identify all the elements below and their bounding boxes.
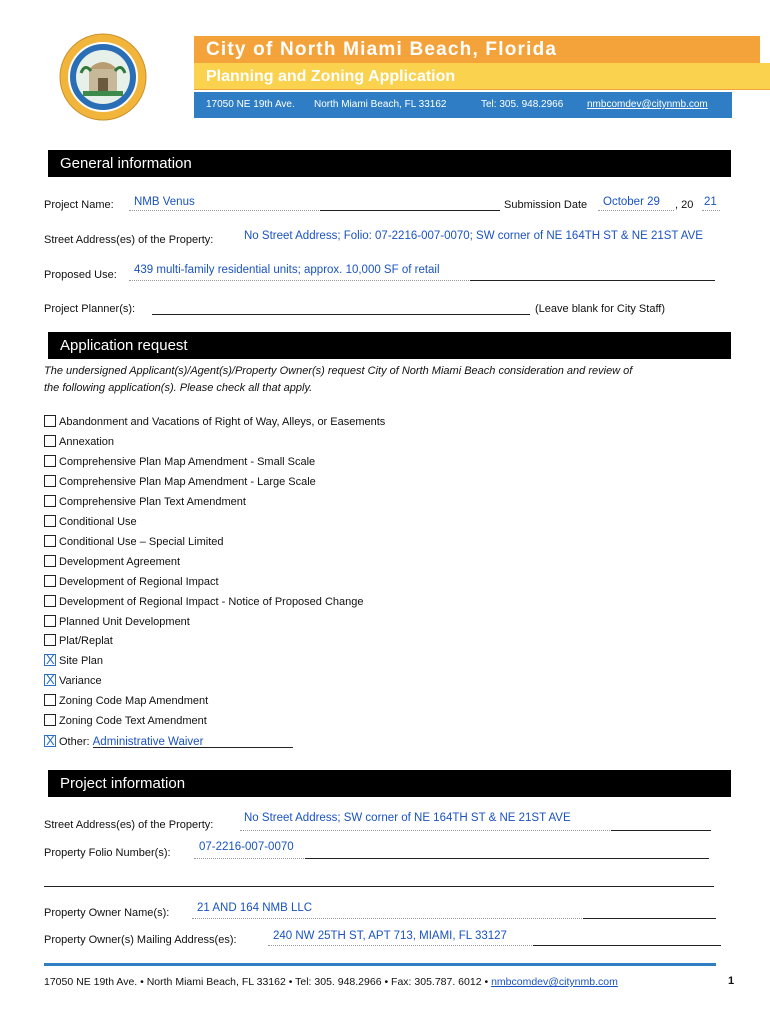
- option-annexation[interactable]: [44, 434, 114, 450]
- other-field-wrapper: [93, 734, 293, 750]
- option-label: Comprehensive Plan Text Amendment: [59, 495, 246, 508]
- option-variance[interactable]: [44, 673, 102, 689]
- project-street-label: Street Address(es) of the Property:: [44, 819, 214, 831]
- project-name-label: Project Name:: [44, 199, 114, 211]
- checkbox-development-of-regional-impact[interactable]: [44, 575, 56, 587]
- option-development-of-regional-impact[interactable]: [44, 574, 219, 590]
- option-label: Zoning Code Map Amendment: [59, 695, 209, 708]
- project-street-field[interactable]: No Street Address; SW corner of NE 164TH ST & NE 21ST AVE: [244, 812, 571, 824]
- checkmark-x-icon: X: [46, 733, 55, 748]
- project-name-field-line: [129, 210, 319, 211]
- header-title: City of North Miami Beach, Florida: [194, 36, 760, 63]
- option-label: Abandonment and Vacations of Right of Way, Alleys, or Easements: [59, 416, 386, 428]
- project-street-underline: [611, 830, 711, 831]
- owner-name-underline: [583, 918, 716, 919]
- option-development-agreement[interactable]: [44, 554, 180, 570]
- option-label: Planned Unit Development: [59, 615, 190, 628]
- option-other[interactable]: [44, 734, 293, 750]
- submission-date-label: Submission Date: [504, 199, 588, 211]
- checkbox-zoning-code-text-amendment[interactable]: [44, 714, 56, 726]
- option-label: Conditional Use: [59, 515, 137, 528]
- option-comprehensive-plan-map-amendment-small-scale[interactable]: [44, 454, 315, 470]
- option-label: Site Plan: [59, 655, 104, 668]
- project-name-field[interactable]: NMB Venus: [134, 196, 195, 208]
- year-prefix: , 20: [675, 199, 694, 211]
- section-application-request: Application request: [48, 332, 731, 359]
- mailing-address-label: Property Owner(s) Mailing Address(es):: [44, 934, 237, 946]
- street-address-label: Street Address(es) of the Property:: [44, 234, 214, 246]
- checkbox-comprehensive-plan-map-amendment-small-scale[interactable]: [44, 455, 56, 467]
- owner-name-field-line: [192, 918, 582, 919]
- header-contact-bar: [194, 92, 732, 118]
- section-general-information: General information: [48, 150, 731, 177]
- application-intro-line-1: The undersigned Applicant(s)/Agent(s)/Property Owner(s) request City of North Miami Beach consideration and review of: [44, 365, 633, 377]
- street-address-field[interactable]: No Street Address; Folio: 07-2216-007-0070; SW corner of NE 164TH ST & NE 21ST AVE: [244, 230, 703, 242]
- checkbox-planned-unit-development[interactable]: [44, 615, 56, 627]
- checkmark-x-icon: X: [46, 652, 55, 668]
- header-rule: [194, 89, 770, 90]
- folio-number-label: Property Folio Number(s):: [44, 847, 171, 859]
- checkbox-comprehensive-plan-map-amendment-large-scale[interactable]: [44, 475, 56, 487]
- section-project-information: Project information: [48, 770, 731, 797]
- option-label: Comprehensive Plan Map Amendment - Small Scale: [59, 455, 316, 468]
- option-plat-replat[interactable]: [44, 633, 113, 649]
- option-label: Zoning Code Text Amendment: [59, 715, 207, 728]
- option-label: Annexation: [59, 435, 115, 448]
- option-development-of-regional-impact-notice-of-proposed-change[interactable]: [44, 594, 364, 610]
- checkbox-other[interactable]: [44, 735, 56, 747]
- other-field-underline: [93, 747, 293, 748]
- submission-date-line: [598, 210, 674, 211]
- year-line: [702, 210, 720, 211]
- city-seal-logo: [59, 33, 147, 121]
- proposed-use-field[interactable]: 439 multi-family residential units; approx. 10,000 SF of retail: [134, 264, 440, 276]
- project-planner-note: (Leave blank for City Staff): [535, 303, 666, 315]
- checkbox-zoning-code-map-amendment[interactable]: [44, 694, 56, 706]
- option-planned-unit-development[interactable]: [44, 614, 190, 630]
- option-label: Development of Regional Impact: [59, 575, 219, 588]
- page-number: 1: [728, 975, 735, 987]
- footer-email-link[interactable]: nmbcomdev@citynmb.com: [491, 976, 618, 988]
- option-site-plan[interactable]: [44, 653, 103, 669]
- option-comprehensive-plan-map-amendment-large-scale[interactable]: [44, 474, 316, 490]
- footer-text: 17050 NE 19th Ave. • North Miami Beach, FL 33162 • Tel: 305. 948.2966 • Fax: 305.787. 6012 •: [44, 976, 492, 988]
- option-label: Development of Regional Impact - Notice of Proposed Change: [59, 595, 364, 608]
- folio-number-field-line: [194, 858, 304, 859]
- other-field[interactable]: Administrative Waiver: [92, 736, 204, 748]
- checkbox-annexation[interactable]: [44, 435, 56, 447]
- mailing-address-field-line: [268, 945, 532, 946]
- folio-number-extra-line[interactable]: [44, 886, 714, 887]
- option-conditional-use-special-limited[interactable]: [44, 534, 223, 550]
- folio-number-field[interactable]: 07-2216-007-0070: [199, 841, 294, 853]
- checkbox-conditional-use[interactable]: [44, 515, 56, 527]
- option-label: Variance: [59, 675, 102, 688]
- checkbox-site-plan[interactable]: [44, 654, 56, 666]
- project-name-underline: [320, 210, 500, 211]
- option-label: Development Agreement: [59, 555, 181, 568]
- application-intro: [44, 363, 734, 397]
- header-tel: Tel: 305. 948.2966: [481, 99, 564, 110]
- checkbox-plat-replat[interactable]: [44, 634, 56, 646]
- mailing-address-underline: [533, 945, 721, 946]
- checkbox-variance[interactable]: [44, 674, 56, 686]
- option-label: Conditional Use – Special Limited: [59, 535, 224, 548]
- proposed-use-field-line: [129, 280, 469, 281]
- option-zoning-code-map-amendment[interactable]: [44, 693, 208, 709]
- header-subtitle: Planning and Zoning Application: [194, 63, 770, 90]
- year-field[interactable]: 21: [704, 196, 717, 208]
- option-conditional-use[interactable]: [44, 514, 137, 530]
- option-other-label: Other:: [59, 736, 90, 748]
- application-intro-line-2: the following application(s). Please check all that apply.: [44, 382, 313, 394]
- checkbox-development-agreement[interactable]: [44, 555, 56, 567]
- footer-rule: [44, 963, 716, 966]
- owner-name-label: Property Owner Name(s):: [44, 907, 170, 919]
- project-street-field-line: [240, 830, 610, 831]
- header-city: North Miami Beach, FL 33162: [314, 99, 447, 110]
- proposed-use-underline: [470, 280, 715, 281]
- submission-date-field[interactable]: October 29: [603, 196, 660, 208]
- option-label: Comprehensive Plan Map Amendment - Large Scale: [59, 475, 316, 488]
- checkbox-conditional-use-special-limited[interactable]: [44, 535, 56, 547]
- project-planner-label: Project Planner(s):: [44, 303, 136, 315]
- mailing-address-field[interactable]: 240 NW 25TH ST, APT 713, MIAMI, FL 33127: [273, 930, 507, 942]
- checkmark-x-icon: X: [46, 672, 55, 688]
- project-planner-field[interactable]: [152, 314, 530, 315]
- owner-name-field[interactable]: 21 AND 164 NMB LLC: [197, 902, 313, 914]
- folio-number-underline: [305, 858, 709, 859]
- header-address: 17050 NE 19th Ave.: [206, 99, 295, 110]
- option-comprehensive-plan-text-amendment[interactable]: [44, 494, 246, 510]
- header-email-link[interactable]: nmbcomdev@citynmb.com: [587, 99, 708, 110]
- checkbox-development-of-regional-impact-notice-of-proposed-change[interactable]: [44, 595, 56, 607]
- footer-contact: [44, 976, 618, 988]
- checkbox-comprehensive-plan-text-amendment[interactable]: [44, 495, 56, 507]
- option-abandonment-and-vacations-of-right-of-way-alleys-or-easements[interactable]: [44, 414, 385, 430]
- checkbox-abandonment-and-vacations-of-right-of-way-alleys-or-easements[interactable]: [44, 415, 56, 427]
- option-label: Plat/Replat: [59, 635, 113, 648]
- proposed-use-label: Proposed Use:: [44, 269, 117, 281]
- option-zoning-code-text-amendment[interactable]: [44, 713, 207, 729]
